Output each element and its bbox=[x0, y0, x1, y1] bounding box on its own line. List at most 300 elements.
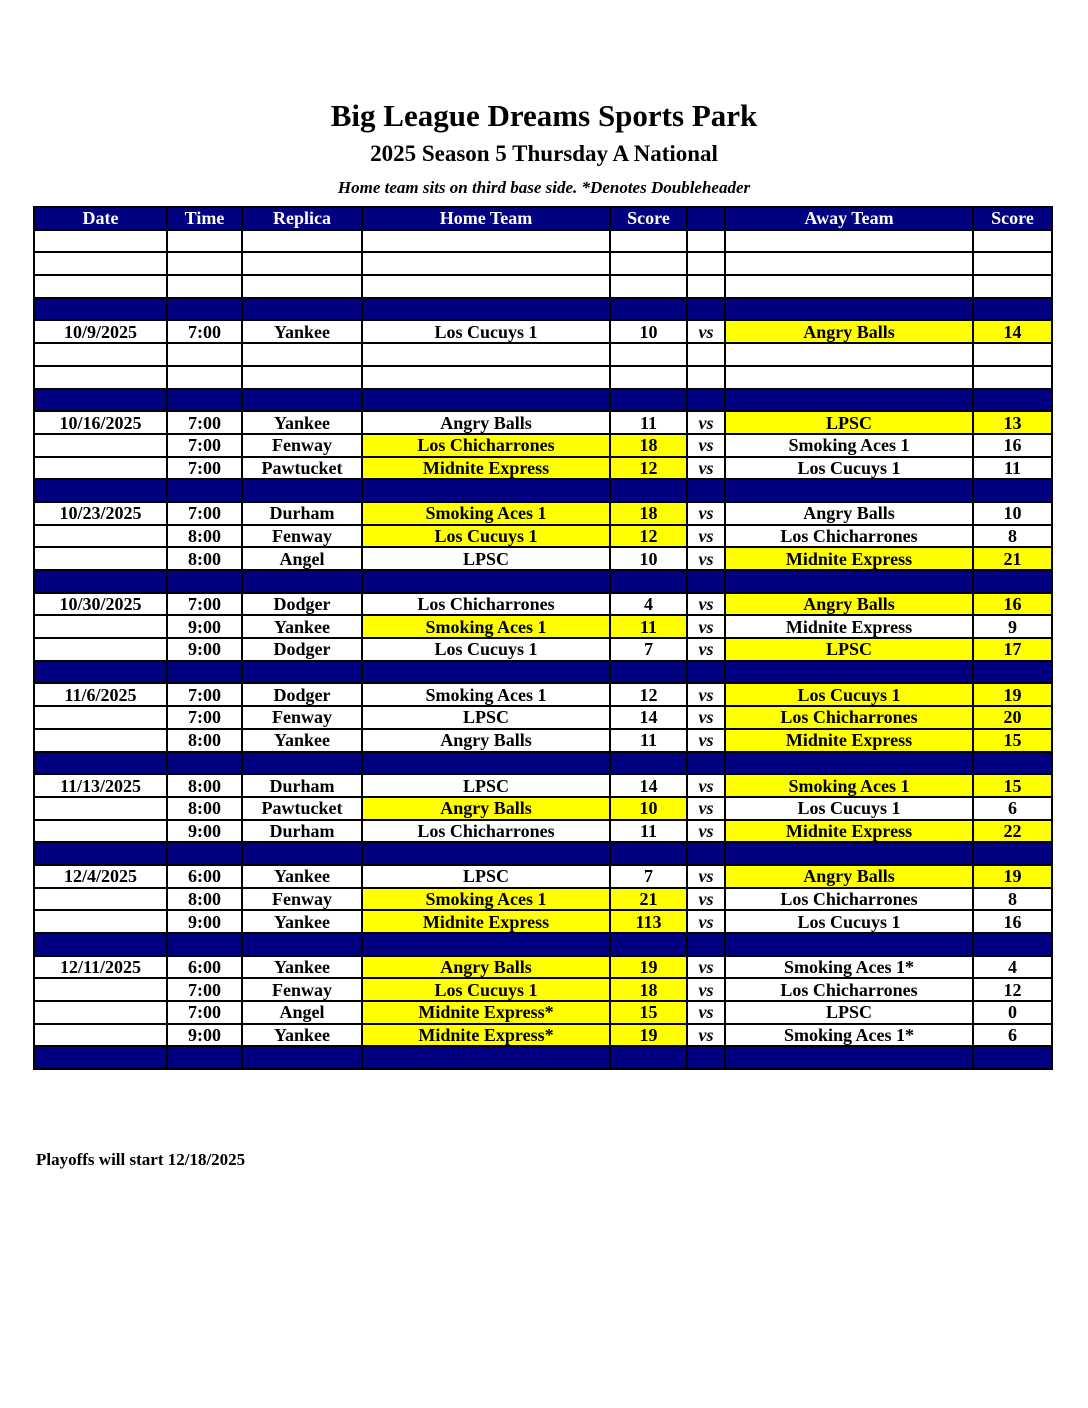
time-cell bbox=[167, 366, 242, 389]
vs-cell: vs bbox=[687, 593, 725, 616]
date-cell: 12/4/2025 bbox=[34, 865, 167, 888]
replica-cell bbox=[242, 343, 362, 366]
time-cell bbox=[167, 933, 242, 956]
away-team-cell: Midnite Express bbox=[725, 729, 973, 752]
date-cell: 10/30/2025 bbox=[34, 593, 167, 616]
vs-cell bbox=[687, 1046, 725, 1069]
away-team-cell: Smoking Aces 1* bbox=[725, 956, 973, 979]
blank-row bbox=[34, 275, 1052, 298]
game-row bbox=[34, 797, 1052, 820]
away-score-cell: 14 bbox=[973, 320, 1052, 343]
separator-row bbox=[34, 752, 1052, 775]
away-team-cell: Los Chicharrones bbox=[725, 525, 973, 548]
home-score-cell: 15 bbox=[610, 1001, 687, 1024]
game-row bbox=[34, 706, 1052, 729]
home-team-cell bbox=[362, 252, 610, 275]
replica-cell: Fenway bbox=[242, 888, 362, 911]
vs-cell: vs bbox=[687, 865, 725, 888]
separator-row bbox=[34, 661, 1052, 684]
home-score-cell bbox=[610, 230, 687, 253]
away-team-cell: Angry Balls bbox=[725, 320, 973, 343]
away-team-cell bbox=[725, 275, 973, 298]
game-row bbox=[34, 910, 1052, 933]
time-cell bbox=[167, 661, 242, 684]
time-cell: 7:00 bbox=[167, 411, 242, 434]
away-score-cell bbox=[973, 252, 1052, 275]
vs-cell bbox=[687, 933, 725, 956]
home-score-cell: 12 bbox=[610, 525, 687, 548]
date-cell bbox=[34, 842, 167, 865]
replica-cell bbox=[242, 275, 362, 298]
time-cell bbox=[167, 389, 242, 412]
away-score-cell: 10 bbox=[973, 502, 1052, 525]
replica-cell: Yankee bbox=[242, 615, 362, 638]
date-cell bbox=[34, 343, 167, 366]
date-cell bbox=[34, 434, 167, 457]
home-team-cell bbox=[362, 230, 610, 253]
away-team-cell: Los Cucuys 1 bbox=[725, 683, 973, 706]
home-score-cell: 14 bbox=[610, 706, 687, 729]
replica-cell bbox=[242, 298, 362, 321]
blank-row bbox=[34, 343, 1052, 366]
date-cell bbox=[34, 797, 167, 820]
away-team-cell: Midnite Express bbox=[725, 615, 973, 638]
replica-cell: Durham bbox=[242, 502, 362, 525]
blank-row bbox=[34, 366, 1052, 389]
vs-cell: vs bbox=[687, 910, 725, 933]
home-team-cell: Los Cucuys 1 bbox=[362, 525, 610, 548]
time-cell bbox=[167, 842, 242, 865]
away-team-cell: Angry Balls bbox=[725, 865, 973, 888]
time-cell: 8:00 bbox=[167, 525, 242, 548]
vs-cell: vs bbox=[687, 525, 725, 548]
away-team-cell bbox=[725, 1046, 973, 1069]
home-score-cell: 11 bbox=[610, 411, 687, 434]
time-cell bbox=[167, 230, 242, 253]
away-team-cell: LPSC bbox=[725, 1001, 973, 1024]
home-score-cell: 11 bbox=[610, 615, 687, 638]
replica-cell bbox=[242, 570, 362, 593]
replica-cell: Pawtucket bbox=[242, 797, 362, 820]
game-row bbox=[34, 320, 1052, 343]
replica-cell: Yankee bbox=[242, 320, 362, 343]
replica-cell bbox=[242, 842, 362, 865]
away-team-cell: LPSC bbox=[725, 411, 973, 434]
vs-cell: vs bbox=[687, 774, 725, 797]
home-team-cell bbox=[362, 933, 610, 956]
date-cell bbox=[34, 978, 167, 1001]
date-cell bbox=[34, 479, 167, 502]
away-team-cell: Midnite Express bbox=[725, 547, 973, 570]
date-cell bbox=[34, 910, 167, 933]
home-score-cell bbox=[610, 275, 687, 298]
date-cell: 10/16/2025 bbox=[34, 411, 167, 434]
vs-cell: vs bbox=[687, 320, 725, 343]
time-cell: 8:00 bbox=[167, 729, 242, 752]
vs-cell: vs bbox=[687, 706, 725, 729]
away-score-cell: 19 bbox=[973, 683, 1052, 706]
replica-cell bbox=[242, 933, 362, 956]
home-team-cell: Angry Balls bbox=[362, 956, 610, 979]
replica-cell: Yankee bbox=[242, 865, 362, 888]
away-score-cell: 8 bbox=[973, 888, 1052, 911]
away-score-cell bbox=[973, 752, 1052, 775]
home-score-cell bbox=[610, 1046, 687, 1069]
home-score-cell: 12 bbox=[610, 683, 687, 706]
vs-cell bbox=[687, 366, 725, 389]
date-cell bbox=[34, 888, 167, 911]
away-score-cell: 12 bbox=[973, 978, 1052, 1001]
replica-cell: Durham bbox=[242, 820, 362, 843]
time-cell: 7:00 bbox=[167, 683, 242, 706]
header-row bbox=[34, 207, 1052, 230]
separator-row bbox=[34, 1046, 1052, 1069]
away-score-cell bbox=[973, 230, 1052, 253]
schedule-table bbox=[33, 206, 1053, 1070]
replica-cell: Dodger bbox=[242, 683, 362, 706]
vs-cell bbox=[687, 389, 725, 412]
away-score-cell: 13 bbox=[973, 411, 1052, 434]
replica-cell bbox=[242, 661, 362, 684]
vs-cell: vs bbox=[687, 888, 725, 911]
away-team-cell: Smoking Aces 1 bbox=[725, 434, 973, 457]
away-team-cell: LPSC bbox=[725, 638, 973, 661]
replica-cell bbox=[242, 479, 362, 502]
home-score-cell: 19 bbox=[610, 956, 687, 979]
vs-cell: vs bbox=[687, 434, 725, 457]
vs-cell: vs bbox=[687, 615, 725, 638]
away-team-cell bbox=[725, 933, 973, 956]
time-cell bbox=[167, 252, 242, 275]
home-team-cell: Los Cucuys 1 bbox=[362, 638, 610, 661]
col-replica: Replica bbox=[242, 207, 362, 230]
date-cell bbox=[34, 457, 167, 480]
home-score-cell: 113 bbox=[610, 910, 687, 933]
replica-cell: Fenway bbox=[242, 978, 362, 1001]
home-team-cell bbox=[362, 1046, 610, 1069]
away-score-cell: 6 bbox=[973, 1024, 1052, 1047]
away-score-cell: 15 bbox=[973, 729, 1052, 752]
game-row bbox=[34, 411, 1052, 434]
vs-cell bbox=[687, 661, 725, 684]
vs-cell: vs bbox=[687, 547, 725, 570]
date-cell bbox=[34, 230, 167, 253]
home-team-cell: LPSC bbox=[362, 774, 610, 797]
home-score-cell: 21 bbox=[610, 888, 687, 911]
home-team-cell bbox=[362, 752, 610, 775]
time-cell: 7:00 bbox=[167, 434, 242, 457]
time-cell bbox=[167, 752, 242, 775]
time-cell bbox=[167, 343, 242, 366]
date-cell bbox=[34, 366, 167, 389]
home-score-cell: 18 bbox=[610, 434, 687, 457]
home-score-cell bbox=[610, 842, 687, 865]
away-score-cell bbox=[973, 661, 1052, 684]
home-team-cell: Angry Balls bbox=[362, 797, 610, 820]
away-team-cell bbox=[725, 661, 973, 684]
home-team-cell: Los Cucuys 1 bbox=[362, 978, 610, 1001]
vs-cell: vs bbox=[687, 411, 725, 434]
game-row bbox=[34, 615, 1052, 638]
date-cell bbox=[34, 1001, 167, 1024]
away-team-cell: Smoking Aces 1 bbox=[725, 774, 973, 797]
away-score-cell: 0 bbox=[973, 1001, 1052, 1024]
time-cell: 6:00 bbox=[167, 956, 242, 979]
replica-cell: Fenway bbox=[242, 706, 362, 729]
replica-cell: Fenway bbox=[242, 525, 362, 548]
away-team-cell: Los Cucuys 1 bbox=[725, 910, 973, 933]
home-team-cell bbox=[362, 570, 610, 593]
col-away-score: Score bbox=[973, 207, 1052, 230]
home-team-cell: Midnite Express bbox=[362, 457, 610, 480]
col-home-score: Score bbox=[610, 207, 687, 230]
home-score-cell bbox=[610, 479, 687, 502]
away-team-cell bbox=[725, 343, 973, 366]
vs-cell: vs bbox=[687, 797, 725, 820]
away-team-cell: Angry Balls bbox=[725, 502, 973, 525]
home-team-cell bbox=[362, 842, 610, 865]
home-team-cell: LPSC bbox=[362, 865, 610, 888]
time-cell: 7:00 bbox=[167, 1001, 242, 1024]
home-score-cell bbox=[610, 661, 687, 684]
replica-cell: Durham bbox=[242, 774, 362, 797]
home-score-cell: 10 bbox=[610, 547, 687, 570]
time-cell: 7:00 bbox=[167, 502, 242, 525]
date-cell bbox=[34, 661, 167, 684]
home-team-cell bbox=[362, 479, 610, 502]
away-score-cell bbox=[973, 343, 1052, 366]
away-team-cell: Los Chicharrones bbox=[725, 978, 973, 1001]
separator-row bbox=[34, 933, 1052, 956]
away-score-cell: 21 bbox=[973, 547, 1052, 570]
replica-cell bbox=[242, 252, 362, 275]
date-cell: 10/9/2025 bbox=[34, 320, 167, 343]
time-cell bbox=[167, 1046, 242, 1069]
date-cell: 11/6/2025 bbox=[34, 683, 167, 706]
date-cell bbox=[34, 547, 167, 570]
date-cell bbox=[34, 752, 167, 775]
time-cell: 9:00 bbox=[167, 615, 242, 638]
date-cell bbox=[34, 933, 167, 956]
replica-cell: Angel bbox=[242, 547, 362, 570]
away-team-cell bbox=[725, 752, 973, 775]
away-team-cell bbox=[725, 570, 973, 593]
home-score-cell bbox=[610, 252, 687, 275]
vs-cell: vs bbox=[687, 457, 725, 480]
home-team-cell: LPSC bbox=[362, 547, 610, 570]
replica-cell bbox=[242, 1046, 362, 1069]
home-score-cell: 7 bbox=[610, 865, 687, 888]
time-cell: 7:00 bbox=[167, 457, 242, 480]
page-subtitle: 2025 Season 5 Thursday A National bbox=[370, 141, 718, 166]
away-score-cell: 16 bbox=[973, 593, 1052, 616]
away-team-cell: Midnite Express bbox=[725, 820, 973, 843]
home-score-cell: 4 bbox=[610, 593, 687, 616]
playoffs-note: Playoffs will start 12/18/2025 bbox=[36, 1150, 246, 1169]
vs-cell: vs bbox=[687, 956, 725, 979]
home-score-cell bbox=[610, 366, 687, 389]
away-score-cell: 19 bbox=[973, 865, 1052, 888]
vs-cell bbox=[687, 275, 725, 298]
home-score-cell: 19 bbox=[610, 1024, 687, 1047]
replica-cell: Dodger bbox=[242, 638, 362, 661]
away-team-cell: Los Cucuys 1 bbox=[725, 457, 973, 480]
home-team-cell: Midnite Express* bbox=[362, 1001, 610, 1024]
away-team-cell: Los Chicharrones bbox=[725, 888, 973, 911]
game-row bbox=[34, 1001, 1052, 1024]
separator-row bbox=[34, 479, 1052, 502]
away-team-cell: Smoking Aces 1* bbox=[725, 1024, 973, 1047]
date-cell: 12/11/2025 bbox=[34, 956, 167, 979]
replica-cell: Pawtucket bbox=[242, 457, 362, 480]
game-row bbox=[34, 593, 1052, 616]
date-cell bbox=[34, 638, 167, 661]
vs-cell: vs bbox=[687, 729, 725, 752]
time-cell: 8:00 bbox=[167, 797, 242, 820]
home-team-cell: Los Chicharrones bbox=[362, 434, 610, 457]
game-row bbox=[34, 774, 1052, 797]
vs-cell bbox=[687, 479, 725, 502]
date-cell bbox=[34, 820, 167, 843]
time-cell bbox=[167, 275, 242, 298]
replica-cell bbox=[242, 230, 362, 253]
vs-cell bbox=[687, 343, 725, 366]
home-team-cell: Smoking Aces 1 bbox=[362, 888, 610, 911]
away-score-cell bbox=[973, 275, 1052, 298]
col-date: Date bbox=[34, 207, 167, 230]
home-team-cell: Midnite Express bbox=[362, 910, 610, 933]
away-score-cell: 9 bbox=[973, 615, 1052, 638]
date-cell bbox=[34, 275, 167, 298]
time-cell: 9:00 bbox=[167, 820, 242, 843]
home-team-cell: Midnite Express* bbox=[362, 1024, 610, 1047]
home-score-cell: 11 bbox=[610, 729, 687, 752]
away-team-cell: Los Chicharrones bbox=[725, 706, 973, 729]
home-score-cell: 12 bbox=[610, 457, 687, 480]
time-cell: 7:00 bbox=[167, 706, 242, 729]
date-cell: 10/23/2025 bbox=[34, 502, 167, 525]
game-row bbox=[34, 434, 1052, 457]
col-time: Time bbox=[167, 207, 242, 230]
home-team-cell bbox=[362, 275, 610, 298]
replica-cell: Dodger bbox=[242, 593, 362, 616]
home-team-cell: Angry Balls bbox=[362, 411, 610, 434]
date-cell bbox=[34, 1046, 167, 1069]
replica-cell bbox=[242, 752, 362, 775]
home-score-cell bbox=[610, 389, 687, 412]
away-score-cell: 16 bbox=[973, 910, 1052, 933]
home-team-cell: Los Chicharrones bbox=[362, 820, 610, 843]
away-score-cell: 16 bbox=[973, 434, 1052, 457]
away-score-cell bbox=[973, 933, 1052, 956]
game-row bbox=[34, 888, 1052, 911]
time-cell: 6:00 bbox=[167, 865, 242, 888]
date-cell bbox=[34, 570, 167, 593]
away-score-cell: 15 bbox=[973, 774, 1052, 797]
home-team-cell: Smoking Aces 1 bbox=[362, 502, 610, 525]
home-score-cell: 10 bbox=[610, 320, 687, 343]
time-cell: 9:00 bbox=[167, 910, 242, 933]
time-cell: 9:00 bbox=[167, 1024, 242, 1047]
home-team-cell: Los Chicharrones bbox=[362, 593, 610, 616]
home-team-cell bbox=[362, 298, 610, 321]
vs-cell bbox=[687, 230, 725, 253]
away-score-cell bbox=[973, 389, 1052, 412]
replica-cell: Fenway bbox=[242, 434, 362, 457]
vs-cell bbox=[687, 252, 725, 275]
away-score-cell bbox=[973, 298, 1052, 321]
game-row bbox=[34, 1024, 1052, 1047]
blank-row bbox=[34, 252, 1052, 275]
away-score-cell bbox=[973, 842, 1052, 865]
vs-cell: vs bbox=[687, 502, 725, 525]
game-row bbox=[34, 683, 1052, 706]
time-cell: 8:00 bbox=[167, 547, 242, 570]
date-cell: 11/13/2025 bbox=[34, 774, 167, 797]
separator-row bbox=[34, 298, 1052, 321]
away-score-cell: 22 bbox=[973, 820, 1052, 843]
home-score-cell: 14 bbox=[610, 774, 687, 797]
home-score-cell bbox=[610, 933, 687, 956]
col-vs bbox=[687, 207, 725, 230]
home-team-cell bbox=[362, 366, 610, 389]
schedule-body bbox=[34, 230, 1052, 1069]
vs-cell bbox=[687, 842, 725, 865]
vs-cell: vs bbox=[687, 1001, 725, 1024]
date-cell bbox=[34, 298, 167, 321]
away-team-cell bbox=[725, 252, 973, 275]
date-cell bbox=[34, 729, 167, 752]
home-team-cell bbox=[362, 343, 610, 366]
away-team-cell: Los Cucuys 1 bbox=[725, 797, 973, 820]
time-cell: 8:00 bbox=[167, 774, 242, 797]
home-team-cell bbox=[362, 389, 610, 412]
home-team-cell: Angry Balls bbox=[362, 729, 610, 752]
date-cell bbox=[34, 615, 167, 638]
away-team-cell bbox=[725, 842, 973, 865]
game-row bbox=[34, 865, 1052, 888]
home-score-cell: 18 bbox=[610, 502, 687, 525]
home-team-cell: LPSC bbox=[362, 706, 610, 729]
away-team-cell bbox=[725, 366, 973, 389]
away-score-cell bbox=[973, 479, 1052, 502]
separator-row bbox=[34, 842, 1052, 865]
away-team-cell bbox=[725, 479, 973, 502]
home-score-cell: 10 bbox=[610, 797, 687, 820]
game-row bbox=[34, 820, 1052, 843]
away-team-cell: Angry Balls bbox=[725, 593, 973, 616]
away-score-cell bbox=[973, 1046, 1052, 1069]
time-cell: 7:00 bbox=[167, 593, 242, 616]
away-score-cell bbox=[973, 366, 1052, 389]
time-cell: 7:00 bbox=[167, 978, 242, 1001]
away-score-cell: 20 bbox=[973, 706, 1052, 729]
away-score-cell: 17 bbox=[973, 638, 1052, 661]
away-score-cell: 11 bbox=[973, 457, 1052, 480]
away-score-cell: 8 bbox=[973, 525, 1052, 548]
replica-cell: Yankee bbox=[242, 411, 362, 434]
away-team-cell bbox=[725, 389, 973, 412]
game-row bbox=[34, 956, 1052, 979]
replica-cell: Yankee bbox=[242, 910, 362, 933]
game-row bbox=[34, 638, 1052, 661]
vs-cell: vs bbox=[687, 820, 725, 843]
col-home-team: Home Team bbox=[362, 207, 610, 230]
game-row bbox=[34, 457, 1052, 480]
away-score-cell bbox=[973, 570, 1052, 593]
date-cell bbox=[34, 389, 167, 412]
game-row bbox=[34, 729, 1052, 752]
